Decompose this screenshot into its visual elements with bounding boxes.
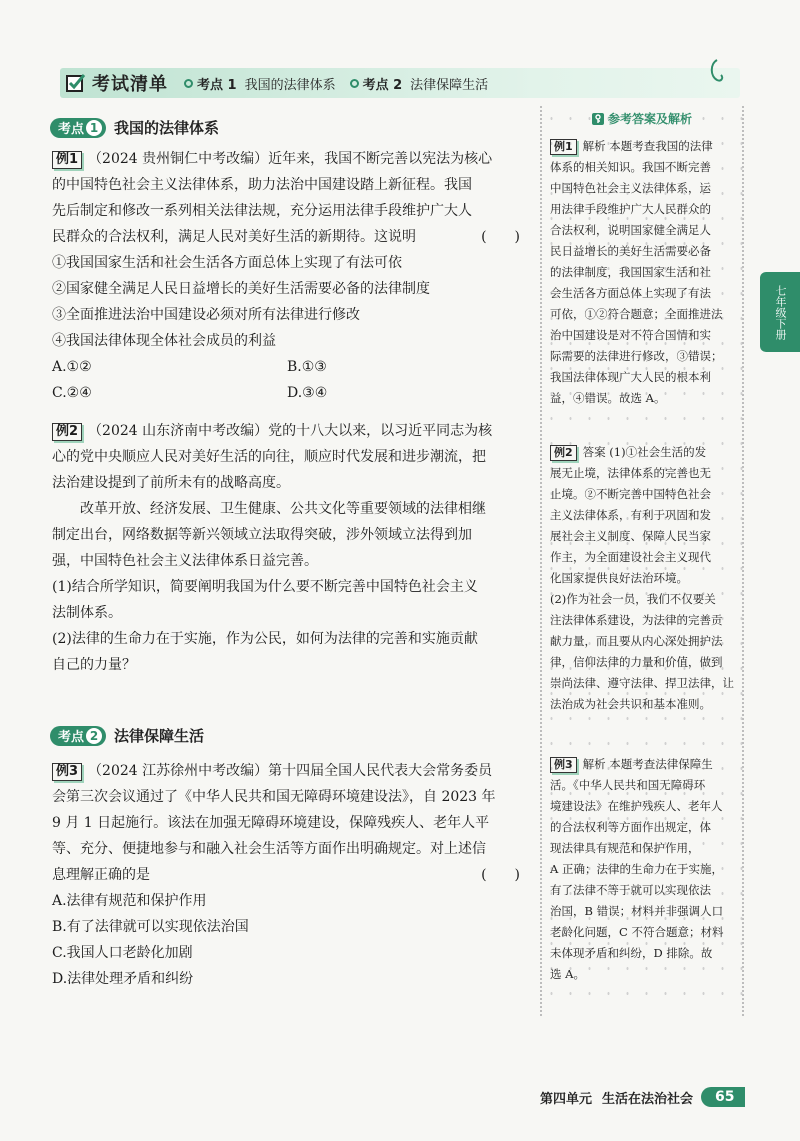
example-3 [52, 758, 530, 992]
answer-line: 中国特色社会主义法律体系，运 [550, 181, 711, 195]
question-line: 法制体系。 [52, 605, 122, 621]
page-footer [540, 1087, 745, 1107]
answer-line: 际需要的法律进行修改，③错误； [550, 349, 723, 363]
footer-title: 生活在法治社会 [602, 1091, 694, 1107]
answer-line: 未体现矛盾和纠纷，D 排除。故 [550, 946, 713, 960]
text-line: 9 月 1 日起施行。该法在加强无障碍环境建设，保障残疾人、老年人平 [52, 815, 490, 831]
answer-line-content: 解析 本题考查法律保障生 [582, 757, 713, 771]
answer-line [550, 136, 740, 157]
text-line: 的中国特色社会主义法律体系，助力法治中国建设踏上新征程。我国 [52, 177, 472, 193]
answer-line: 止境。②不断完善中国特色社会 [550, 487, 711, 501]
answer-line: 现法律具有规范和保护作用， [550, 841, 700, 855]
option-b: B.有了法律就可以实现依法治国 [52, 919, 249, 935]
answer-title-text: 参考答案及解析 [608, 112, 693, 126]
point-2-label: 考点 2 [362, 77, 403, 93]
answer-1 [550, 136, 740, 409]
answer-line: 展社会主义制度、保障人民当家 [550, 529, 711, 543]
answer-3 [550, 754, 740, 985]
choice-item: ④我国法律体现全体社会成员的利益 [52, 333, 276, 349]
text-line-content: 息理解正确的是 [52, 867, 150, 883]
grade-side-tab: 七年级下册 [760, 272, 800, 352]
answer-sidebar-title [592, 110, 692, 127]
answer-2 [550, 442, 740, 715]
options-row [52, 380, 530, 406]
option-c: C.②④ [52, 385, 92, 401]
point-dot-icon [184, 79, 193, 88]
header-point-2 [350, 74, 489, 93]
answer-line: 老龄化问题，C 不符合题意；材料 [550, 925, 724, 939]
exam-list-header [60, 68, 740, 98]
text-line-content: 民群众的合法权利，满足人民对美好生活的新期待。这说明 [52, 229, 416, 245]
option-c: C.我国人口老龄化加剧 [52, 945, 193, 961]
answer-line-content: 解析 本题考查我国的法律 [582, 139, 713, 153]
question-line: (2)法律的生命力在于实施，作为公民，如何为法律的完善和实施贡献 [52, 631, 478, 647]
answer-blank: ( ) [481, 867, 520, 883]
point-1-name: 我国的法律体系 [244, 77, 336, 93]
answer-line: 选 A。 [550, 967, 585, 981]
answer-line: 治中国建设是对不符合国情和实 [550, 328, 711, 342]
answer-line: (2)作为社会一员，我们不仅要关 [550, 592, 716, 606]
choice-item: ①我国国家生活和社会生活各方面总体上实现了有法可依 [52, 255, 402, 271]
point-1-label: 考点 1 [197, 77, 237, 93]
answer-line: 献力量，而且要从内心深处拥护法 [550, 634, 723, 648]
section-1-heading [50, 117, 219, 138]
example-label: 例2 [52, 423, 82, 441]
checkbox-icon [66, 73, 86, 93]
header-title: 考试清单 [92, 74, 168, 95]
answer-line [550, 754, 740, 775]
section-badge-text: 考点 [58, 122, 85, 137]
option-d: D.③④ [287, 385, 328, 401]
text-line [52, 224, 530, 250]
text-line-content: （2024 山东济南中考改编）党的十八大以来，以习近平同志为核 [88, 423, 493, 439]
section-badge-number: 2 [86, 728, 102, 744]
section-badge [50, 118, 106, 138]
answer-blank: ( ) [481, 229, 520, 245]
answer-line-content: 答案 (1)①社会生活的发 [582, 445, 707, 459]
text-line [52, 146, 530, 172]
header-point-1 [184, 74, 336, 93]
answer-line: 用法律手段维护广大人民群众的 [550, 202, 711, 216]
choice-item: ③全面推进法治中国建设必须对所有法律进行修改 [52, 307, 360, 323]
text-line [52, 418, 530, 444]
answer-line: 合法权利，说明国家健全满足人 [550, 223, 711, 237]
example-label: 例1 [550, 139, 577, 155]
text-line: 会第三次会议通过了《中华人民共和国无障碍环境建设法》，自 2023 年 [52, 789, 496, 805]
option-a: A.法律有规范和保护作用 [52, 893, 207, 909]
section-2-heading [50, 725, 204, 746]
answer-line: 境建设法》在维护残疾人、老年人 [550, 799, 723, 813]
text-line: 法治建设提到了前所未有的战略高度。 [52, 475, 290, 491]
section-2-title: 法律保障生活 [114, 727, 205, 745]
example-label: 例2 [550, 445, 577, 461]
text-line: 等、充分、便捷地参与和融入社会生活等方面作出明确规定。对上述信 [52, 841, 486, 857]
section-badge-text: 考点 [58, 730, 85, 745]
answer-line: 益，④错误。故选 A。 [550, 391, 666, 405]
answer-line: 我国法律体现广大人民的根本利 [550, 370, 711, 384]
choice-item: ②国家健全满足人民日益增长的美好生活需要必备的法律制度 [52, 281, 430, 297]
text-line-content: （2024 贵州铜仁中考改编）近年来，我国不断完善以宪法为核心 [88, 151, 493, 167]
option-d: D.法律处理矛盾和纠纷 [52, 971, 194, 987]
options-row [52, 354, 530, 380]
ribbon-decoration-icon [706, 58, 728, 88]
text-line [52, 758, 530, 784]
example-1 [52, 146, 530, 406]
option-a: A.①② [52, 359, 92, 375]
text-line: 制定出台，网络数据等新兴领域立法取得突破，涉外领域立法得到加 [52, 527, 472, 543]
text-line [52, 862, 530, 888]
example-label: 例3 [52, 763, 82, 781]
answer-line: 注法律体系建设，为法律的完善贡 [550, 613, 723, 627]
option-b: B.①③ [287, 359, 327, 375]
answer-line: 民日益增长的美好生活需要必备 [550, 244, 711, 258]
answer-line: 化国家提供良好法治环境。 [550, 571, 688, 585]
point-dot-icon [350, 79, 359, 88]
text-line: 强，中国特色社会主义法律体系日益完善。 [52, 553, 318, 569]
answer-line: 律，信仰法律的力量和价值，做到 [550, 655, 723, 669]
example-label: 例3 [550, 757, 577, 773]
answer-line: 可依，①②符合题意；全面推进法 [550, 307, 723, 321]
question-line: (1)结合所学知识，简要阐明我国为什么要不断完善中国特色社会主义 [52, 579, 478, 595]
answer-line: 的合法权利等方面作出规定，体 [550, 820, 711, 834]
answer-line: 有了法律不等于就可以实现依法 [550, 883, 711, 897]
section-badge-number: 1 [86, 120, 102, 136]
example-2 [52, 418, 530, 678]
example-label: 例1 [52, 151, 82, 169]
section-1-title: 我国的法律体系 [114, 119, 220, 137]
answer-line: 体系的相关知识。我国不断完善 [550, 160, 711, 174]
key-icon [592, 113, 604, 125]
answer-line: 崇尚法律、遵守法律、捍卫法律，让 [550, 676, 734, 690]
text-line: 心的党中央顺应人民对美好生活的向往，顺应时代发展和进步潮流，把 [52, 449, 486, 465]
page-number: 65 [701, 1087, 744, 1107]
answer-line: 治国，B 错误；材料并非强调人口 [550, 904, 724, 918]
answer-line: 作主，为全面建设社会主义现代 [550, 550, 711, 564]
section-badge [50, 726, 106, 746]
footer-unit: 第四单元 [540, 1091, 593, 1107]
answer-line [550, 442, 740, 463]
answer-line: 活。《中华人民共和国无障碍环 [550, 778, 706, 792]
answer-line: 的法律制度，我国国家生活和社 [550, 265, 711, 279]
answer-line: 主义法律体系，有利于巩固和发 [550, 508, 711, 522]
answer-line: 法治成为社会共识和基本准则。 [550, 697, 711, 711]
point-2-name: 法律保障生活 [410, 77, 489, 93]
text-line-content: （2024 江苏徐州中考改编）第十四届全国人民代表大会常务委员 [88, 763, 493, 779]
answer-line: 展无止境，法律体系的完善也无 [550, 466, 711, 480]
text-line: 改革开放、经济发展、卫生健康、公共文化等重要领域的法律相继 [52, 501, 486, 517]
answer-line: A 正确；法律的生命力在于实施， [550, 862, 723, 876]
question-line: 自己的力量？ [52, 657, 136, 673]
answer-sidebar [540, 106, 744, 1016]
text-line: 先后制定和修改一系列相关法律法规，充分运用法律手段维护广大人 [52, 203, 472, 219]
answer-line: 会生活各方面总体上实现了有法 [550, 286, 711, 300]
